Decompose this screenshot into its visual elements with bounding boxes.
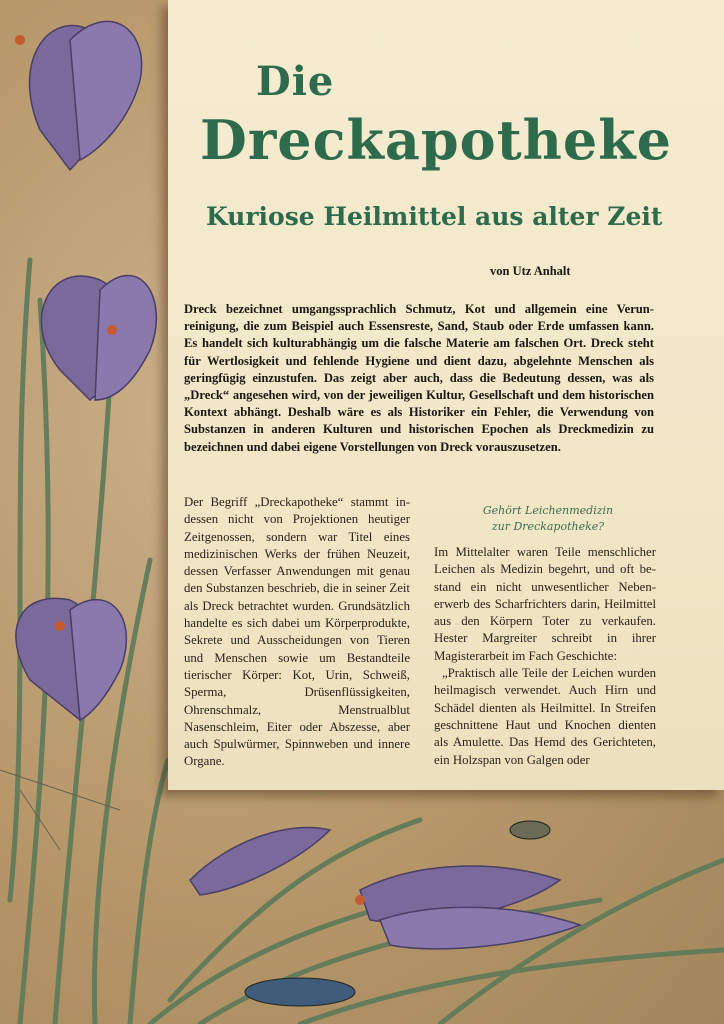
section-heading-line1: Gehört Leichenmedizin — [482, 504, 614, 517]
right-column — [434, 544, 656, 769]
right-column-paragraph: Im Mittelalter waren Teile menschlicher Leichen als Medizin begehrt, und oft bestand ein nicht unwesentlicher Nebenerwerb des Scharfrichters darin, Heilmittel aus den Körpern Toter zu verkaufen. Hester Margreiter schreibt in ihrer Magisterarbeit im Fach Geschichte: — [434, 545, 656, 663]
author-byline: von Utz Anhalt — [490, 264, 571, 278]
section-heading-line2: zur Dreckapotheke? — [491, 520, 605, 533]
title-article: Die — [256, 58, 335, 105]
page-subtitle: Kuriose Heilmittel aus alter Zeit — [206, 202, 663, 231]
page-title: Dreckapotheke — [200, 108, 673, 172]
left-column-text: Der Begriff „Dreckapotheke“ stammt indessen nicht von Projektionen heutiger Zeitgenossen, sondern war Titel eines medizinischen Werks der frühen Neuzeit, dessen Verfasser Anwendungen mit genau den Substanzen beschrieb, die in seiner Zeit als Dreck betrachtet wurden. Grundsätzlich handelte es sich dabei um Körperprodukte, Sekrete und Ausscheidungen von Tieren und Menschen sowie um Bestandteile tierischer Körper: Kot, Urin, Schweiß, Sperma, Drüsenflüssigkeiten, Ohrenschmalz, Menstrualblut Nasenschleim, Eiter oder Abszesse, aber auch Spulwürmer, Spinnweben und innere Organe. — [184, 495, 410, 769]
section-heading — [458, 503, 638, 535]
left-column — [184, 494, 410, 771]
right-column-quote: „Praktisch alle Teile der Leichen wurden heilmagisch verwendet. Auch Hirn und Schädel dienten als Heilmittel. In Streifen geschnittene Haut und Knochen dienten als Amulette. Das Hemd des Gerichteten, ein Holzspan von Galgen oder — [434, 666, 656, 767]
intro-paragraph: Dreck bezeichnet umgangssprachlich Schmutz, Kot und allgemein eine Verunreinigung, die zum Beispiel auch Essensreste, Sand, Staub oder Erde umfassen kann. Es handelt sich kulturabhängig um die falsche Materie am falschen Ort. Dreck steht für Wertlosigkeit und fehlende Hygiene und dient dazu, abgelehnte Menschen als geringfügig einzustufen. Das zeigt aber auch, dass die Bedeutung dessen, was als „Dreck“ angesehen wird, von der jeweiligen Kultur, Gesellschaft und dem historischen Kontext abhängt. Deshalb wäre es als Historiker ein Fehler, die Verwendung von Substanzen in anderen Kulturen und historischen Epochen als Dreckmedizin zu bezeichnen und dabei eigene Vorstellungen von Dreck vorauszusetzen. — [184, 302, 654, 454]
